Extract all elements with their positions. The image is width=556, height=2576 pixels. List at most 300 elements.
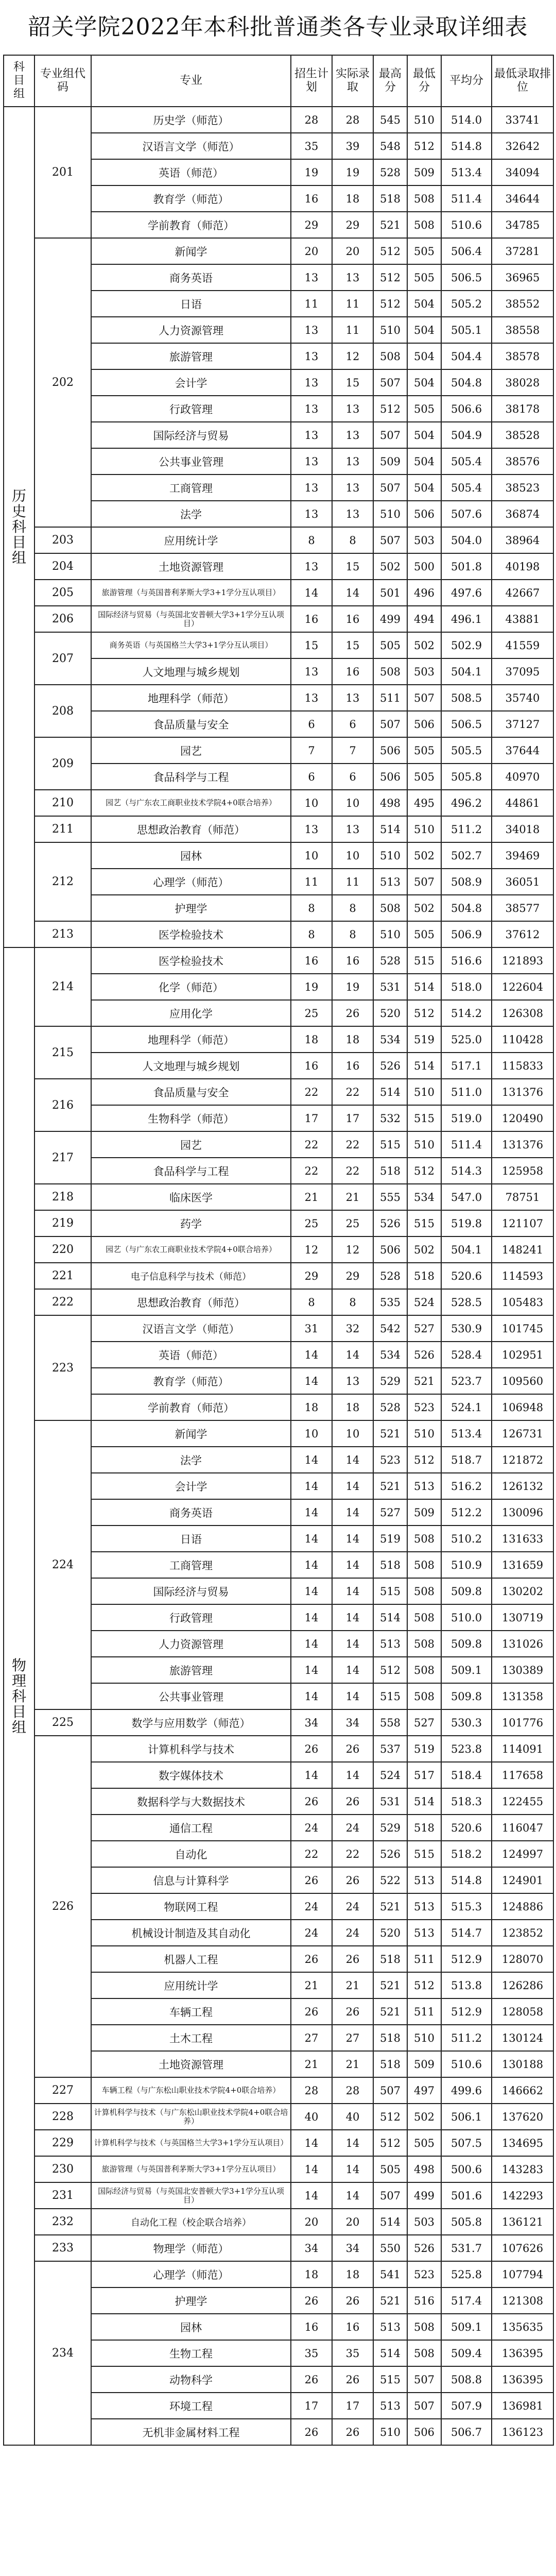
cell-major: 行政管理 — [91, 396, 291, 422]
group-code-cell: 208 — [34, 685, 91, 737]
group-code-cell: 214 — [34, 947, 91, 1026]
cell-min: 504 — [407, 474, 441, 501]
cell-max: 534 — [373, 1342, 407, 1368]
cell-admitted: 28 — [332, 2077, 373, 2104]
cell-plan: 16 — [291, 2314, 332, 2340]
cell-avg: 504.1 — [441, 1236, 492, 1263]
cell-admitted: 22 — [332, 1131, 373, 1158]
cell-min: 510 — [407, 1079, 441, 1105]
cell-min: 509 — [407, 2051, 441, 2077]
group-code-cell: 212 — [34, 842, 91, 921]
cell-plan: 40 — [291, 2104, 332, 2130]
header-max: 最高分 — [373, 55, 407, 107]
cell-min: 510 — [407, 2025, 441, 2051]
cell-major: 自动化 — [91, 1841, 291, 1867]
cell-admitted: 10 — [332, 842, 373, 869]
cell-major: 工商管理 — [91, 1552, 291, 1578]
cell-major: 生物工程 — [91, 2340, 291, 2366]
header-major: 专业 — [91, 55, 291, 107]
cell-min: 513 — [407, 1867, 441, 1893]
header-category: 科目组 — [4, 55, 34, 107]
cell-admitted: 22 — [332, 1841, 373, 1867]
category-label: 物理科目组 — [11, 1656, 26, 1736]
cell-max: 507 — [373, 422, 407, 448]
cell-major: 无机非金属材料工程 — [91, 2419, 291, 2445]
cell-min-rank: 38578 — [492, 343, 553, 369]
cell-min-rank: 39469 — [492, 842, 553, 869]
cell-plan: 14 — [291, 1762, 332, 1788]
cell-major: 食品质量与安全 — [91, 711, 291, 737]
cell-max: 508 — [373, 343, 407, 369]
cell-major: 医学检验技术 — [91, 947, 291, 974]
header-row — [4, 55, 553, 107]
cell-plan: 14 — [291, 1657, 332, 1683]
cell-major: 国际经济与贸易（与英国北安普顿大学3+1学分互认项目） — [91, 2182, 291, 2209]
cell-min: 500 — [407, 553, 441, 580]
cell-max: 507 — [373, 2077, 407, 2104]
cell-plan: 13 — [291, 264, 332, 291]
table-row — [4, 2235, 553, 2261]
cell-max: 512 — [373, 396, 407, 422]
cell-max: 548 — [373, 133, 407, 159]
cell-min: 497 — [407, 2077, 441, 2104]
cell-max: 518 — [373, 1946, 407, 1972]
cell-avg: 506.5 — [441, 711, 492, 737]
cell-major: 学前教育（师范） — [91, 1394, 291, 1420]
cell-admitted: 26 — [332, 2419, 373, 2445]
cell-plan: 26 — [291, 1736, 332, 1762]
cell-min: 510 — [407, 1131, 441, 1158]
cell-max: 526 — [373, 1841, 407, 1867]
table-row — [4, 1263, 553, 1289]
cell-avg: 509.8 — [441, 1578, 492, 1604]
cell-min: 524 — [407, 1289, 441, 1315]
cell-admitted: 15 — [332, 369, 373, 396]
cell-max: 515 — [373, 1131, 407, 1158]
cell-min: 513 — [407, 1893, 441, 1920]
cell-admitted: 40 — [332, 2104, 373, 2130]
cell-avg: 510.9 — [441, 1552, 492, 1578]
cell-admitted: 13 — [332, 396, 373, 422]
cell-plan: 34 — [291, 2235, 332, 2261]
cell-max: 505 — [373, 2156, 407, 2182]
cell-major: 车辆工程 — [91, 1998, 291, 2025]
cell-avg: 514.7 — [441, 1920, 492, 1946]
cell-avg: 502.9 — [441, 632, 492, 658]
cell-min: 505 — [407, 264, 441, 291]
cell-plan: 28 — [291, 107, 332, 133]
cell-plan: 25 — [291, 1000, 332, 1026]
cell-min: 507 — [407, 2366, 441, 2393]
cell-major: 医学检验技术 — [91, 921, 291, 947]
cell-plan: 31 — [291, 1315, 332, 1342]
cell-plan: 29 — [291, 212, 332, 238]
cell-admitted: 8 — [332, 895, 373, 921]
cell-plan: 26 — [291, 2419, 332, 2445]
cell-min-rank: 137620 — [492, 2104, 553, 2130]
cell-avg: 512.9 — [441, 1946, 492, 1972]
cell-plan: 22 — [291, 1131, 332, 1158]
table-row — [4, 2156, 553, 2182]
cell-max: 507 — [373, 2182, 407, 2209]
cell-min: 504 — [407, 343, 441, 369]
group-code-cell: 222 — [34, 1289, 91, 1315]
cell-admitted: 26 — [332, 1946, 373, 1972]
cell-min: 512 — [407, 133, 441, 159]
cell-max: 512 — [373, 2130, 407, 2156]
cell-min: 496 — [407, 580, 441, 606]
cell-plan: 14 — [291, 1578, 332, 1604]
table-row — [4, 816, 553, 842]
cell-plan: 10 — [291, 842, 332, 869]
cell-min: 512 — [407, 1158, 441, 1184]
cell-avg: 515.3 — [441, 1893, 492, 1920]
cell-min: 511 — [407, 1946, 441, 1972]
cell-major: 土地资源管理 — [91, 2051, 291, 2077]
table-row — [4, 1236, 553, 1263]
cell-major: 动物科学 — [91, 2366, 291, 2393]
cell-max: 507 — [373, 474, 407, 501]
cell-avg: 504.9 — [441, 422, 492, 448]
table-row — [4, 1131, 553, 1158]
group-code-cell: 204 — [34, 553, 91, 580]
cell-admitted: 14 — [332, 1657, 373, 1683]
cell-major: 自动化工程（校企联合培养） — [91, 2209, 291, 2235]
cell-admitted: 19 — [332, 974, 373, 1000]
cell-max: 518 — [373, 185, 407, 212]
cell-min-rank: 38552 — [492, 291, 553, 317]
cell-avg: 518.2 — [441, 1841, 492, 1867]
cell-max: 510 — [373, 501, 407, 527]
cell-avg: 518.7 — [441, 1447, 492, 1473]
group-code-cell: 227 — [34, 2077, 91, 2104]
group-code-cell: 223 — [34, 1315, 91, 1420]
cell-plan: 22 — [291, 1158, 332, 1184]
cell-min-rank: 131358 — [492, 1683, 553, 1709]
cell-major: 国际经济与贸易（与英国北安普顿大学3+1学分互认项目） — [91, 606, 291, 632]
cell-plan: 24 — [291, 1920, 332, 1946]
cell-avg: 512.9 — [441, 1998, 492, 2025]
cell-min-rank: 34785 — [492, 212, 553, 238]
cell-min-rank: 36965 — [492, 264, 553, 291]
cell-min: 523 — [407, 1394, 441, 1420]
cell-max: 508 — [373, 895, 407, 921]
cell-plan: 14 — [291, 1631, 332, 1657]
cell-plan: 14 — [291, 1552, 332, 1578]
cell-max: 545 — [373, 107, 407, 133]
cell-min-rank: 122455 — [492, 1788, 553, 1815]
cell-plan: 14 — [291, 2156, 332, 2182]
cell-min-rank: 128070 — [492, 1946, 553, 1972]
cell-avg: 511.0 — [441, 1079, 492, 1105]
cell-max: 510 — [373, 921, 407, 947]
cell-min: 504 — [407, 369, 441, 396]
cell-max: 519 — [373, 1526, 407, 1552]
cell-min: 514 — [407, 1788, 441, 1815]
cell-admitted: 11 — [332, 291, 373, 317]
cell-avg: 511.2 — [441, 816, 492, 842]
cell-min: 508 — [407, 1657, 441, 1683]
cell-min: 514 — [407, 974, 441, 1000]
cell-min: 508 — [407, 1552, 441, 1578]
cell-admitted: 6 — [332, 711, 373, 737]
cell-max: 521 — [373, 212, 407, 238]
cell-max: 542 — [373, 1315, 407, 1342]
cell-avg: 512.2 — [441, 1499, 492, 1526]
cell-max: 521 — [373, 1893, 407, 1920]
cell-min: 502 — [407, 842, 441, 869]
cell-major: 园艺（与广东农工商职业技术学院4+0联合培养） — [91, 790, 291, 816]
cell-min-rank: 40198 — [492, 553, 553, 580]
cell-admitted: 12 — [332, 1236, 373, 1263]
cell-min: 502 — [407, 1236, 441, 1263]
cell-min-rank: 123852 — [492, 1920, 553, 1946]
cell-admitted: 14 — [332, 1604, 373, 1631]
cell-major: 汉语言文学（师范） — [91, 133, 291, 159]
group-code-cell: 213 — [34, 921, 91, 947]
cell-admitted: 12 — [332, 343, 373, 369]
cell-avg: 513.4 — [441, 159, 492, 185]
cell-admitted: 18 — [332, 1026, 373, 1053]
cell-avg: 530.3 — [441, 1709, 492, 1736]
cell-min-rank: 130202 — [492, 1578, 553, 1604]
cell-plan: 6 — [291, 764, 332, 790]
cell-min: 523 — [407, 2261, 441, 2287]
cell-admitted: 24 — [332, 1815, 373, 1841]
cell-min: 512 — [407, 1000, 441, 1026]
cell-max: 534 — [373, 1026, 407, 1053]
cell-avg: 525.0 — [441, 1026, 492, 1053]
cell-max: 514 — [373, 816, 407, 842]
cell-max: 555 — [373, 1184, 407, 1210]
cell-major: 机械设计制造及其自动化 — [91, 1920, 291, 1946]
cell-min-rank: 126308 — [492, 1000, 553, 1026]
cell-major: 物理学（师范） — [91, 2235, 291, 2261]
cell-min-rank: 126731 — [492, 1420, 553, 1447]
table-row — [4, 632, 553, 658]
category-label: 历史科目组 — [11, 487, 26, 566]
cell-min-rank: 34094 — [492, 159, 553, 185]
header-min: 最低分 — [407, 55, 441, 107]
cell-plan: 13 — [291, 343, 332, 369]
cell-min-rank: 109560 — [492, 1368, 553, 1394]
cell-min-rank: 121872 — [492, 1447, 553, 1473]
cell-admitted: 15 — [332, 553, 373, 580]
cell-min-rank: 130124 — [492, 2025, 553, 2051]
table-row — [4, 2077, 553, 2104]
cell-admitted: 13 — [332, 448, 373, 474]
cell-avg: 504.0 — [441, 527, 492, 553]
cell-avg: 508.9 — [441, 869, 492, 895]
cell-plan: 21 — [291, 2051, 332, 2077]
cell-major: 旅游管理（与英国普利茅斯大学3+1学分互认项目） — [91, 580, 291, 606]
cell-admitted: 14 — [332, 1499, 373, 1526]
cell-admitted: 14 — [332, 1683, 373, 1709]
cell-avg: 547.0 — [441, 1184, 492, 1210]
cell-min-rank: 110428 — [492, 1026, 553, 1053]
cell-plan: 21 — [291, 1184, 332, 1210]
cell-admitted: 14 — [332, 1526, 373, 1552]
cell-avg: 509.8 — [441, 1683, 492, 1709]
cell-plan: 15 — [291, 632, 332, 658]
cell-min: 510 — [407, 816, 441, 842]
cell-major: 数据科学与大数据技术 — [91, 1788, 291, 1815]
cell-avg: 500.6 — [441, 2156, 492, 2182]
cell-avg: 525.8 — [441, 2261, 492, 2287]
cell-min: 526 — [407, 1342, 441, 1368]
cell-plan: 10 — [291, 1420, 332, 1447]
category-cell — [4, 947, 34, 2445]
cell-plan: 7 — [291, 737, 332, 764]
table-row — [4, 1210, 553, 1236]
cell-admitted: 17 — [332, 2393, 373, 2419]
cell-plan: 13 — [291, 369, 332, 396]
cell-avg: 531.7 — [441, 2235, 492, 2261]
cell-admitted: 13 — [332, 816, 373, 842]
cell-admitted: 26 — [332, 1736, 373, 1762]
cell-major: 新闻学 — [91, 238, 291, 264]
cell-min: 505 — [407, 2130, 441, 2156]
cell-avg: 505.4 — [441, 448, 492, 474]
cell-admitted: 34 — [332, 1709, 373, 1736]
cell-major: 园艺 — [91, 737, 291, 764]
cell-min-rank: 115833 — [492, 1053, 553, 1079]
cell-admitted: 19 — [332, 159, 373, 185]
table-row — [4, 2130, 553, 2156]
cell-plan: 13 — [291, 816, 332, 842]
cell-plan: 19 — [291, 159, 332, 185]
group-code-cell: 219 — [34, 1210, 91, 1236]
cell-max: 507 — [373, 711, 407, 737]
cell-admitted: 16 — [332, 606, 373, 632]
cell-min-rank: 131376 — [492, 1131, 553, 1158]
cell-admitted: 14 — [332, 580, 373, 606]
cell-max: 518 — [373, 2025, 407, 2051]
cell-min: 521 — [407, 1368, 441, 1394]
cell-max: 506 — [373, 737, 407, 764]
cell-plan: 14 — [291, 1604, 332, 1631]
cell-admitted: 16 — [332, 2314, 373, 2340]
table-row — [4, 1709, 553, 1736]
table-row — [4, 1079, 553, 1105]
cell-major: 电子信息科学与技术（师范） — [91, 1263, 291, 1289]
cell-max: 515 — [373, 1578, 407, 1604]
cell-min: 514 — [407, 1053, 441, 1079]
cell-major: 旅游管理（与英国普利茅斯大学3+1学分互认项目） — [91, 2156, 291, 2182]
cell-max: 550 — [373, 2235, 407, 2261]
cell-avg: 519.8 — [441, 1210, 492, 1236]
group-code-cell: 202 — [34, 238, 91, 527]
cell-plan: 24 — [291, 1815, 332, 1841]
cell-plan: 10 — [291, 790, 332, 816]
cell-admitted: 20 — [332, 2209, 373, 2235]
cell-max: 501 — [373, 580, 407, 606]
cell-plan: 20 — [291, 2209, 332, 2235]
cell-plan: 14 — [291, 2130, 332, 2156]
cell-min-rank: 125958 — [492, 1158, 553, 1184]
cell-avg: 506.9 — [441, 921, 492, 947]
cell-plan: 26 — [291, 1788, 332, 1815]
cell-min: 527 — [407, 1315, 441, 1342]
cell-max: 521 — [373, 2287, 407, 2314]
table-row — [4, 947, 553, 974]
cell-admitted: 21 — [332, 1184, 373, 1210]
cell-avg: 505.8 — [441, 764, 492, 790]
cell-min: 511 — [407, 1998, 441, 2025]
cell-avg: 508.8 — [441, 2366, 492, 2393]
cell-min-rank: 114593 — [492, 1263, 553, 1289]
cell-max: 513 — [373, 869, 407, 895]
cell-admitted: 7 — [332, 737, 373, 764]
group-code-cell: 218 — [34, 1184, 91, 1210]
cell-avg: 514.3 — [441, 1158, 492, 1184]
cell-admitted: 24 — [332, 1893, 373, 1920]
cell-plan: 13 — [291, 448, 332, 474]
cell-avg: 505.8 — [441, 2209, 492, 2235]
cell-min-rank: 38558 — [492, 317, 553, 343]
cell-admitted: 10 — [332, 1420, 373, 1447]
cell-major: 计算机科学与技术 — [91, 1736, 291, 1762]
table-row — [4, 1026, 553, 1053]
cell-min-rank: 131376 — [492, 1079, 553, 1105]
cell-avg: 511.2 — [441, 2025, 492, 2051]
cell-min: 505 — [407, 238, 441, 264]
cell-major: 物联网工程 — [91, 1893, 291, 1920]
cell-major: 公共事业管理 — [91, 448, 291, 474]
cell-plan: 14 — [291, 1473, 332, 1499]
cell-min-rank: 121308 — [492, 2287, 553, 2314]
cell-max: 521 — [373, 1998, 407, 2025]
cell-major: 环境工程 — [91, 2393, 291, 2419]
cell-admitted: 18 — [332, 1394, 373, 1420]
cell-avg: 504.8 — [441, 895, 492, 921]
cell-admitted: 14 — [332, 2182, 373, 2209]
cell-max: 527 — [373, 1499, 407, 1526]
cell-plan: 17 — [291, 2393, 332, 2419]
cell-max: 532 — [373, 1105, 407, 1131]
cell-avg: 519.0 — [441, 1105, 492, 1131]
cell-admitted: 22 — [332, 1079, 373, 1105]
cell-max: 513 — [373, 2314, 407, 2340]
cell-max: 510 — [373, 2419, 407, 2445]
cell-max: 509 — [373, 448, 407, 474]
group-code-cell: 203 — [34, 527, 91, 553]
cell-min-rank: 37281 — [492, 238, 553, 264]
cell-major: 心理学（师范） — [91, 869, 291, 895]
cell-min: 519 — [407, 1026, 441, 1053]
cell-avg: 506.4 — [441, 238, 492, 264]
cell-plan: 14 — [291, 2182, 332, 2209]
cell-min: 504 — [407, 422, 441, 448]
table-row — [4, 527, 553, 553]
cell-max: 520 — [373, 1920, 407, 1946]
cell-major: 数学与应用数学（师范） — [91, 1709, 291, 1736]
group-code-cell: 224 — [34, 1420, 91, 1709]
table-row — [4, 842, 553, 869]
cell-avg: 516.2 — [441, 1473, 492, 1499]
page-title: 韶关学院2022年本科批普通类各专业录取详细表 — [28, 14, 528, 40]
cell-min-rank: 101776 — [492, 1709, 553, 1736]
cell-min: 507 — [407, 2393, 441, 2419]
cell-plan: 13 — [291, 685, 332, 711]
cell-max: 502 — [373, 553, 407, 580]
cell-avg: 514.0 — [441, 107, 492, 133]
cell-max: 508 — [373, 658, 407, 685]
cell-max: 499 — [373, 606, 407, 632]
table-row — [4, 2261, 553, 2287]
cell-admitted: 6 — [332, 764, 373, 790]
cell-min-rank: 34018 — [492, 816, 553, 842]
